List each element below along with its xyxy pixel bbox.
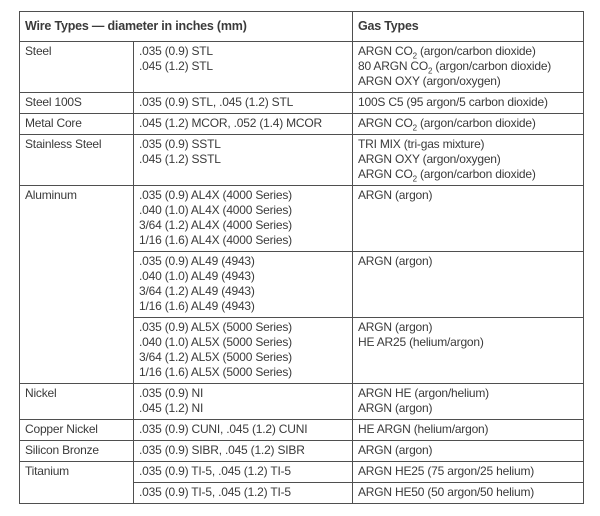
material-cell: Nickel: [20, 384, 134, 420]
gas-line: TRI MIX (tri-gas mixture): [358, 137, 485, 151]
table-row: [20, 186, 584, 252]
table-row: [20, 441, 584, 462]
gas-line: ARGN (argon): [358, 443, 433, 457]
wire-cell: [134, 93, 353, 114]
gas-line: ARGN $CO_2$ (argon/carbon dioxide): [358, 167, 536, 184]
gas-cell: [353, 114, 584, 135]
gas-line: ARGN (argon): [358, 188, 433, 202]
subscript-two: 2: [412, 51, 417, 61]
gas-cell: [353, 42, 584, 93]
gas-cell: [353, 252, 584, 318]
gas-cell: [353, 384, 584, 420]
gas-line: ARGN HE25 (75 argon/25 helium): [358, 464, 535, 478]
gas-cell: [353, 186, 584, 252]
gas-line: ARGN HE50 (50 argon/50 helium): [358, 485, 535, 499]
wire-line: .040 (1.0) AL4X (4000 Series): [139, 203, 292, 217]
gas-line: ARGN OXY (argon/oxygen): [358, 74, 501, 88]
wire-cell: [134, 462, 353, 483]
material-cell: Silicon Bronze: [20, 441, 134, 462]
subscript-two: 2: [412, 174, 417, 184]
wire-line: .035 (0.9) TI-5, .045 (1.2) TI-5: [139, 464, 291, 478]
gas-line: ARGN (argon): [358, 254, 433, 268]
wire-cell: [134, 483, 353, 504]
wire-line: .035 (0.9) AL4X (4000 Series): [139, 188, 292, 202]
gas-line: HE ARGN (helium/argon): [358, 422, 489, 436]
material-cell: Steel: [20, 42, 134, 93]
wire-line: .035 (0.9) AL49 (4943): [139, 254, 255, 268]
wire-line: .040 (1.0) AL5X (5000 Series): [139, 335, 292, 349]
wire-line: .035 (0.9) NI: [139, 386, 204, 400]
wire-line: .045 (1.2) NI: [139, 401, 204, 415]
wire-line: 3/64 (1.2) AL49 (4943): [139, 284, 255, 298]
gas-cell: [353, 441, 584, 462]
wire-cell: [134, 441, 353, 462]
wire-cell: [134, 186, 353, 252]
gas-line: 100S C5 (95 argon/5 carbon dioxide): [358, 95, 548, 109]
wire-cell: [134, 42, 353, 93]
material-cell: Aluminum: [20, 186, 134, 384]
gas-cell: [353, 135, 584, 186]
wire-gas-spec-table: [19, 11, 584, 504]
gas-cell: [353, 93, 584, 114]
table-row: [20, 114, 584, 135]
gas-line: ARGN OXY (argon/oxygen): [358, 152, 501, 166]
wire-line: .035 (0.9) STL, .045 (1.2) STL: [139, 95, 294, 109]
table-row: [20, 135, 584, 186]
wire-line: 1/16 (1.6) AL49 (4943): [139, 299, 255, 313]
header-row: [20, 12, 584, 42]
gas-line: ARGN (argon): [358, 320, 433, 334]
wire-line: .045 (1.2) STL: [139, 59, 213, 73]
wire-line: .035 (0.9) SSTL: [139, 137, 221, 151]
gas-cell: [353, 483, 584, 504]
gas-cell: [353, 462, 584, 483]
table-row: [20, 384, 584, 420]
gas-line: ARGN $CO_2$ (argon/carbon dioxide): [358, 116, 536, 133]
material-cell: Titanium: [20, 462, 134, 504]
gas-cell: [353, 318, 584, 384]
header-wire-types: Wire Types — diameter in inches (mm): [20, 12, 353, 42]
wire-line: .035 (0.9) STL: [139, 44, 213, 58]
wire-line: .045 (1.2) SSTL: [139, 152, 221, 166]
gas-line: ARGN $CO_2$ (argon/carbon dioxide): [358, 44, 536, 61]
gas-line: ARGN (argon): [358, 401, 433, 415]
table-row: [20, 462, 584, 483]
wire-cell: [134, 384, 353, 420]
material-cell: Steel 100S: [20, 93, 134, 114]
wire-line: 3/64 (1.2) AL5X (5000 Series): [139, 350, 292, 364]
material-cell: Copper Nickel: [20, 420, 134, 441]
wire-cell: [134, 252, 353, 318]
wire-cell: [134, 114, 353, 135]
wire-line: .040 (1.0) AL49 (4943): [139, 269, 255, 283]
gas-line: HE AR25 (helium/argon): [358, 335, 484, 349]
header-gas-types: Gas Types: [353, 12, 584, 42]
wire-line: .035 (0.9) AL5X (5000 Series): [139, 320, 292, 334]
wire-cell: [134, 135, 353, 186]
wire-cell: [134, 420, 353, 441]
gas-line: ARGN HE (argon/helium): [358, 386, 489, 400]
wire-cell: [134, 318, 353, 384]
table-row: [20, 420, 584, 441]
material-cell: Stainless Steel: [20, 135, 134, 186]
wire-line: .035 (0.9) CUNI, .045 (1.2) CUNI: [139, 422, 308, 436]
wire-line: 1/16 (1.6) AL4X (4000 Series): [139, 233, 292, 247]
wire-line: .035 (0.9) SIBR, .045 (1.2) SIBR: [139, 443, 305, 457]
table-row: [20, 93, 584, 114]
wire-line: 3/64 (1.2) AL4X (4000 Series): [139, 218, 292, 232]
subscript-two: 2: [412, 123, 417, 133]
table-row: [20, 42, 584, 93]
gas-cell: [353, 420, 584, 441]
material-cell: Metal Core: [20, 114, 134, 135]
gas-line: 80 ARGN $CO_2$ (argon/carbon dioxide): [358, 59, 552, 76]
wire-line: 1/16 (1.6) AL5X (5000 Series): [139, 365, 292, 379]
wire-line: .035 (0.9) TI-5, .045 (1.2) TI-5: [139, 485, 291, 499]
wire-line: .045 (1.2) MCOR, .052 (1.4) MCOR: [139, 116, 322, 130]
subscript-two: 2: [428, 66, 433, 76]
table-body: [20, 42, 584, 504]
